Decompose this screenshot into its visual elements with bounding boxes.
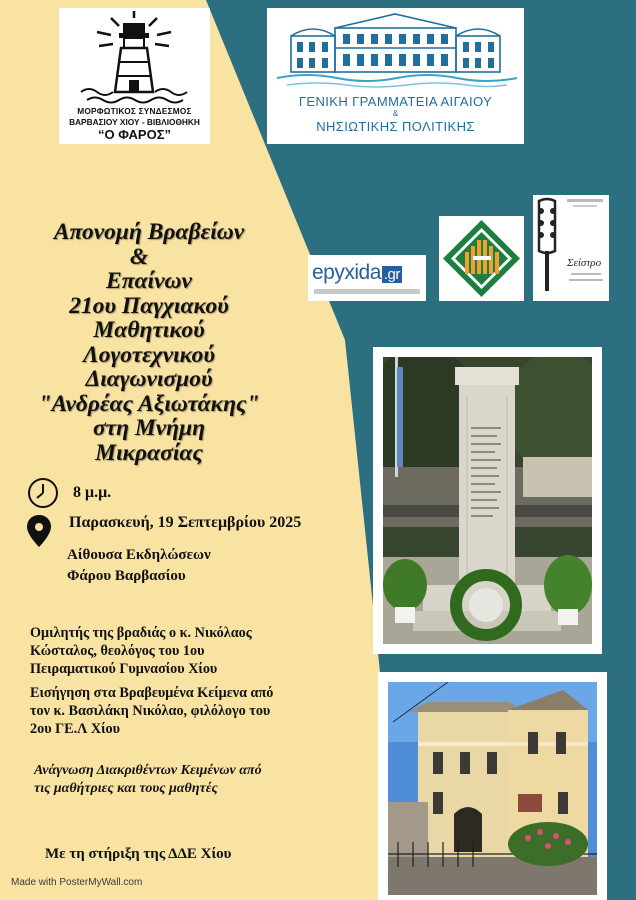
epyxida-logo: [308, 255, 426, 301]
faros-logo-line1: ΜΟΡΦΩΤΙΚΟΣ ΣΥΝΔΕΣΜΟΣ: [77, 106, 192, 116]
introduction-text: [30, 684, 273, 738]
seistro-subtitle-line: [571, 273, 601, 275]
green-diamond-logo: [439, 216, 524, 301]
event-date: Παρασκευή, 19 Σεπτεμβρίου 2025: [69, 514, 302, 531]
seistro-subtitle-line: [569, 279, 603, 281]
title-line: &: [129, 243, 149, 270]
postermywall-credit: Made with PosterMyWall.com: [11, 877, 143, 888]
ggaio-logo-amp: &: [392, 109, 399, 118]
title-line: 21ου Παγχιακού: [69, 292, 229, 319]
diamond-emblem-icon: [439, 216, 524, 301]
title-line: Επαίνων: [106, 268, 192, 294]
intro-line1: Εισήγηση στα Βραβευμένα Κείμενα από: [30, 685, 274, 701]
title-line: στη Μνήμη: [92, 415, 206, 441]
building-photo-frame: [378, 672, 607, 900]
ggaio-logo-line2: ΝΗΣΙΩΤΙΚΗΣ ΠΟΛΙΤΙΚΗΣ: [316, 119, 475, 134]
seistro-title: Σείστρο: [567, 257, 602, 269]
title-line: Μικρασίας: [95, 439, 203, 466]
title-line: Μαθητικού: [93, 317, 205, 343]
ggaio-logo-line1: ΓΕΝΙΚΗ ΓΡΑΜΜΑΤΕΙΑ ΑΙΓΑΙΟΥ: [298, 94, 493, 109]
event-title: [14, 220, 284, 465]
faros-logo-line2: ΒΑΡΒΑΣΙΟΥ ΧΙΟΥ - ΒΙΒΛΙΟΘΗΚΗ: [69, 117, 200, 127]
epyxida-brand: epyxida: [312, 261, 381, 284]
venue-line2: Φάρου Βαρβασίου: [67, 568, 186, 584]
monument-photo-frame: [373, 347, 602, 654]
clock-icon: [26, 476, 60, 510]
title-line: Λογοτεχνικού: [83, 341, 215, 368]
title-line: Διαγωνισμού: [85, 366, 213, 392]
event-time: 8 μ.μ.: [73, 484, 112, 501]
lighthouse-icon: [59, 8, 210, 106]
support-note: Με τη στήριξη της ΔΔΕ Χίου: [45, 846, 232, 862]
reading-line1: Ανάγνωση Διακριθέντων Κειμένων από: [34, 763, 262, 778]
title-line: Απονομή Βραβείων: [53, 219, 245, 245]
epyxida-underline: [314, 289, 420, 294]
government-building-icon: [267, 8, 524, 92]
seistro-book-logo: [533, 195, 609, 301]
main-speaker-line3: Πειραματικού Γυμνασίου Χίου: [30, 661, 218, 677]
building-photo: [388, 682, 597, 895]
reading-line2: τις μαθήτριες και τους μαθητές: [34, 781, 218, 796]
reading-text: [34, 762, 262, 798]
intro-line3: 2ου ΓΕ.Λ Χίου: [30, 721, 120, 737]
general-secretariat-aegean-logo: [267, 8, 524, 144]
epyxida-tld: .gr: [383, 266, 400, 283]
sistrum-icon: [533, 195, 609, 301]
faros-library-logo: [59, 8, 210, 144]
location-pin-icon: [26, 514, 52, 548]
main-speaker-line1: Ομιλητής της βραδιάς ο κ. Νικόλαος: [30, 625, 252, 641]
faros-logo-line3: “Ο ΦΑΡΟΣ”: [97, 127, 172, 142]
title-line: "Ανδρέας Αξιωτάκης": [38, 390, 260, 417]
monument-photo: [383, 357, 592, 644]
venue-line1: Αίθουσα Εκδηλώσεων: [67, 547, 211, 563]
main-speaker-text: [30, 624, 252, 678]
main-speaker-line2: Κώσταλος, θεολόγος του 1ου: [30, 643, 205, 659]
intro-line2: τον κ. Βασιλάκη Νικόλαο, φιλόλογο του: [30, 703, 271, 719]
